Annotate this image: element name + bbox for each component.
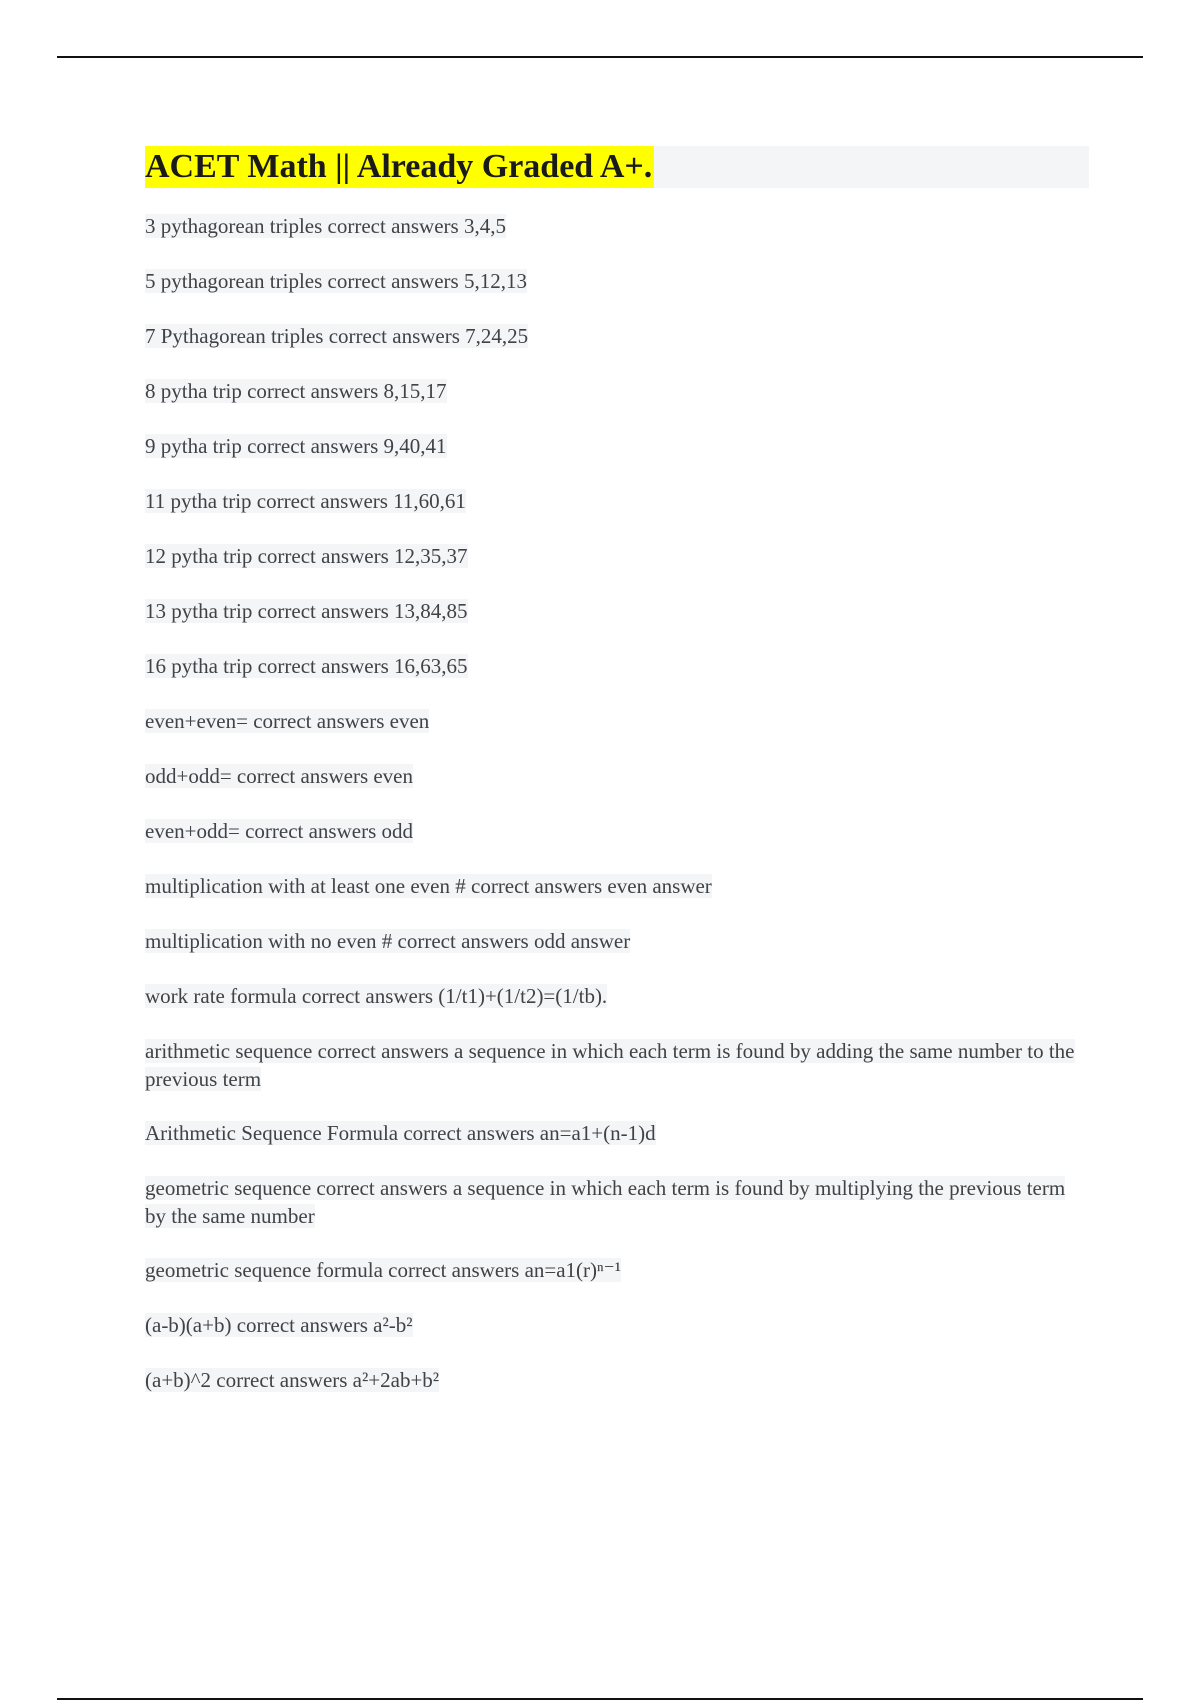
list-item-text: geometric sequence formula correct answers an=a1(r)ⁿ⁻¹ [145,1258,622,1282]
list-item [145,377,1085,405]
list-item [145,542,1085,570]
list-item-text: odd+odd= correct answers even [145,764,414,788]
list-item-text: 3 pythagorean triples correct answers 3,4,5 [145,214,506,238]
list-item [145,707,1085,735]
list-item [145,1311,1085,1339]
list-item [145,1366,1085,1394]
list-item [145,432,1085,460]
list-item-text: (a+b)^2 correct answers a²+2ab+b² [145,1368,440,1392]
list-item-text: 5 pythagorean triples correct answers 5,12,13 [145,269,527,293]
list-item-text: multiplication with no even # correct answers odd answer [145,929,631,953]
list-item-text: geometric sequence correct answers a sequence in which each term is found by multiplying the previous term by the same number [145,1176,1066,1228]
list-item-text: even+even= correct answers even [145,709,430,733]
list-item-text: 8 pytha trip correct answers 8,15,17 [145,379,447,403]
list-item [145,597,1085,625]
list-item-text: 16 pytha trip correct answers 16,63,65 [145,654,468,678]
list-item-text: even+odd= correct answers odd [145,819,414,843]
list-item-text: work rate formula correct answers (1/t1)+(1/t2)=(1/tb). [145,984,608,1008]
list-item [145,1037,1085,1093]
list-item [145,652,1085,680]
list-item [145,322,1085,350]
list-item [145,817,1085,845]
list-item [145,1256,1085,1284]
list-item-text: 13 pytha trip correct answers 13,84,85 [145,599,468,623]
document-title: ACET Math || Already Graded A+. [145,146,654,188]
qa-list [145,212,1085,1421]
list-item-text: 11 pytha trip correct answers 11,60,61 [145,489,466,513]
list-item [145,487,1085,515]
list-item [145,267,1085,295]
top-rule [57,56,1143,58]
list-item [145,982,1085,1010]
list-item-text: 9 pytha trip correct answers 9,40,41 [145,434,447,458]
list-item-text: Arithmetic Sequence Formula correct answers an=a1+(n-1)d [145,1121,656,1145]
list-item-text: 7 Pythagorean triples correct answers 7,24,25 [145,324,529,348]
list-item [145,762,1085,790]
list-item [145,1174,1085,1230]
list-item-text: (a-b)(a+b) correct answers a²-b² [145,1313,413,1337]
list-item [145,1119,1085,1147]
list-item-text: multiplication with at least one even # correct answers even answer [145,874,712,898]
list-item [145,927,1085,955]
list-item-text: 12 pytha trip correct answers 12,35,37 [145,544,468,568]
list-item-text: arithmetic sequence correct answers a sequence in which each term is found by adding the same number to the previous term [145,1039,1075,1091]
list-item [145,212,1085,240]
list-item [145,872,1085,900]
